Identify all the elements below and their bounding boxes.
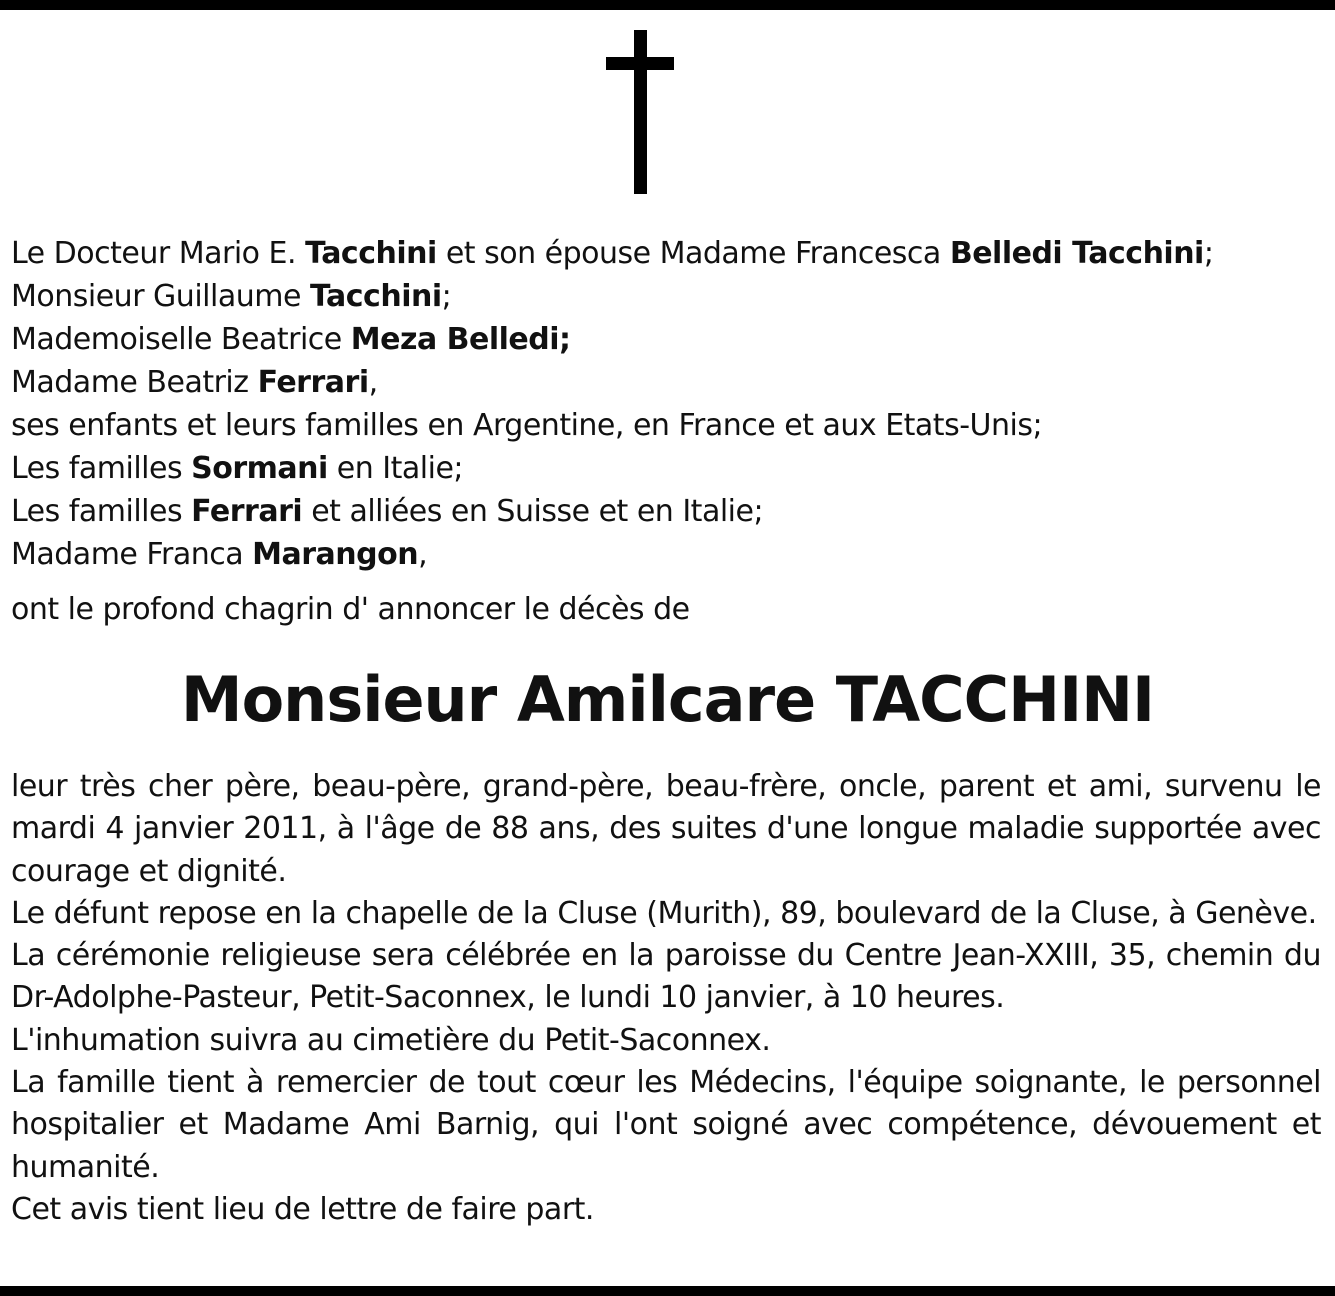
family-surname: Tacchini — [309, 279, 442, 314]
family-line — [11, 404, 1311, 447]
obituary-paragraph: La famille tient à remercier de tout cœur les Médecins, l'équipe soignante, le personnel hospitalier et Madame Ami Barnig, qui l'ont soigné avec compétence, dévouement et humanité. — [11, 1065, 1321, 1185]
family-line-text: Madame Beatriz — [11, 365, 258, 400]
family-line — [11, 533, 1311, 576]
family-line-text: Madame Franca — [11, 537, 253, 572]
obituary-paragraph: L'inhumation suivra au cimetière du Petit-Saconnex. — [11, 1022, 771, 1058]
family-line-text: ; — [441, 279, 452, 314]
family-surname: Marangon — [252, 537, 419, 572]
family-line — [11, 447, 1311, 490]
cross-horizontal-bar — [606, 57, 674, 70]
family-surname: Sormani — [191, 451, 328, 486]
family-line-text: , — [418, 537, 428, 572]
family-line-text: , — [368, 365, 378, 400]
family-surname: Tacchini — [305, 236, 437, 271]
obituary-body — [11, 766, 1321, 1231]
family-surname: Ferrari — [257, 365, 369, 400]
family-line-text: ; — [1203, 236, 1214, 271]
obituary-paragraph: leur très cher père, beau-père, grand-père, beau-frère, oncle, parent et ami, survenu le mardi 4 janvier 2011, à l'âge de 88 ans, des suites d'une longue maladie supportée avec courage et dignité. — [11, 769, 1321, 889]
family-line-text: Monsieur Guillaume — [11, 279, 310, 314]
family-line — [11, 490, 1311, 533]
family-line-text: Mademoiselle Beatrice — [11, 322, 351, 357]
family-line — [11, 275, 1311, 318]
family-line — [11, 361, 1311, 404]
family-surname: Ferrari — [191, 494, 303, 529]
family-line-text: Les familles — [11, 451, 192, 486]
family-surname: Meza Belledi; — [350, 322, 571, 357]
deceased-name: Monsieur Amilcare TACCHINI — [180, 663, 1155, 736]
family-line-text: et son épouse Madame Francesca — [436, 236, 950, 271]
family-surname: Belledi Tacchini — [949, 236, 1204, 271]
obituary-paragraph: Le défunt repose en la chapelle de la Cluse (Murith), 89, boulevard de la Cluse, à Genève. — [11, 895, 1317, 931]
announcement-text: ont le profond chagrin d' annoncer le décès de — [11, 592, 690, 627]
obituary-paragraph: Cet avis tient lieu de lettre de faire part. — [11, 1191, 594, 1227]
family-line-text: Le Docteur Mario E. — [11, 236, 306, 271]
obituary-paragraph: La cérémonie religieuse sera célébrée en la paroisse du Centre Jean-XXIII, 35, chemin du Dr-Adolphe-Pasteur, Petit-Saconnex, le lundi 10 janvier, à 10 heures. — [11, 938, 1321, 1016]
family-line-text: Les familles — [11, 494, 192, 529]
cross-vertical-bar — [634, 30, 647, 194]
family-line — [11, 318, 1311, 361]
bottom-border-rule — [0, 1286, 1335, 1296]
latin-cross-icon — [606, 30, 674, 194]
family-line-text: en Italie; — [327, 451, 464, 486]
family-line-text: ses enfants et leurs familles en Argentine, en France et aux Etats-Unis; — [11, 408, 1043, 443]
top-border-rule — [0, 0, 1335, 10]
family-members-list — [11, 232, 1311, 576]
family-line-text: et alliées en Suisse et en Italie; — [302, 494, 764, 529]
family-line — [11, 232, 1311, 275]
